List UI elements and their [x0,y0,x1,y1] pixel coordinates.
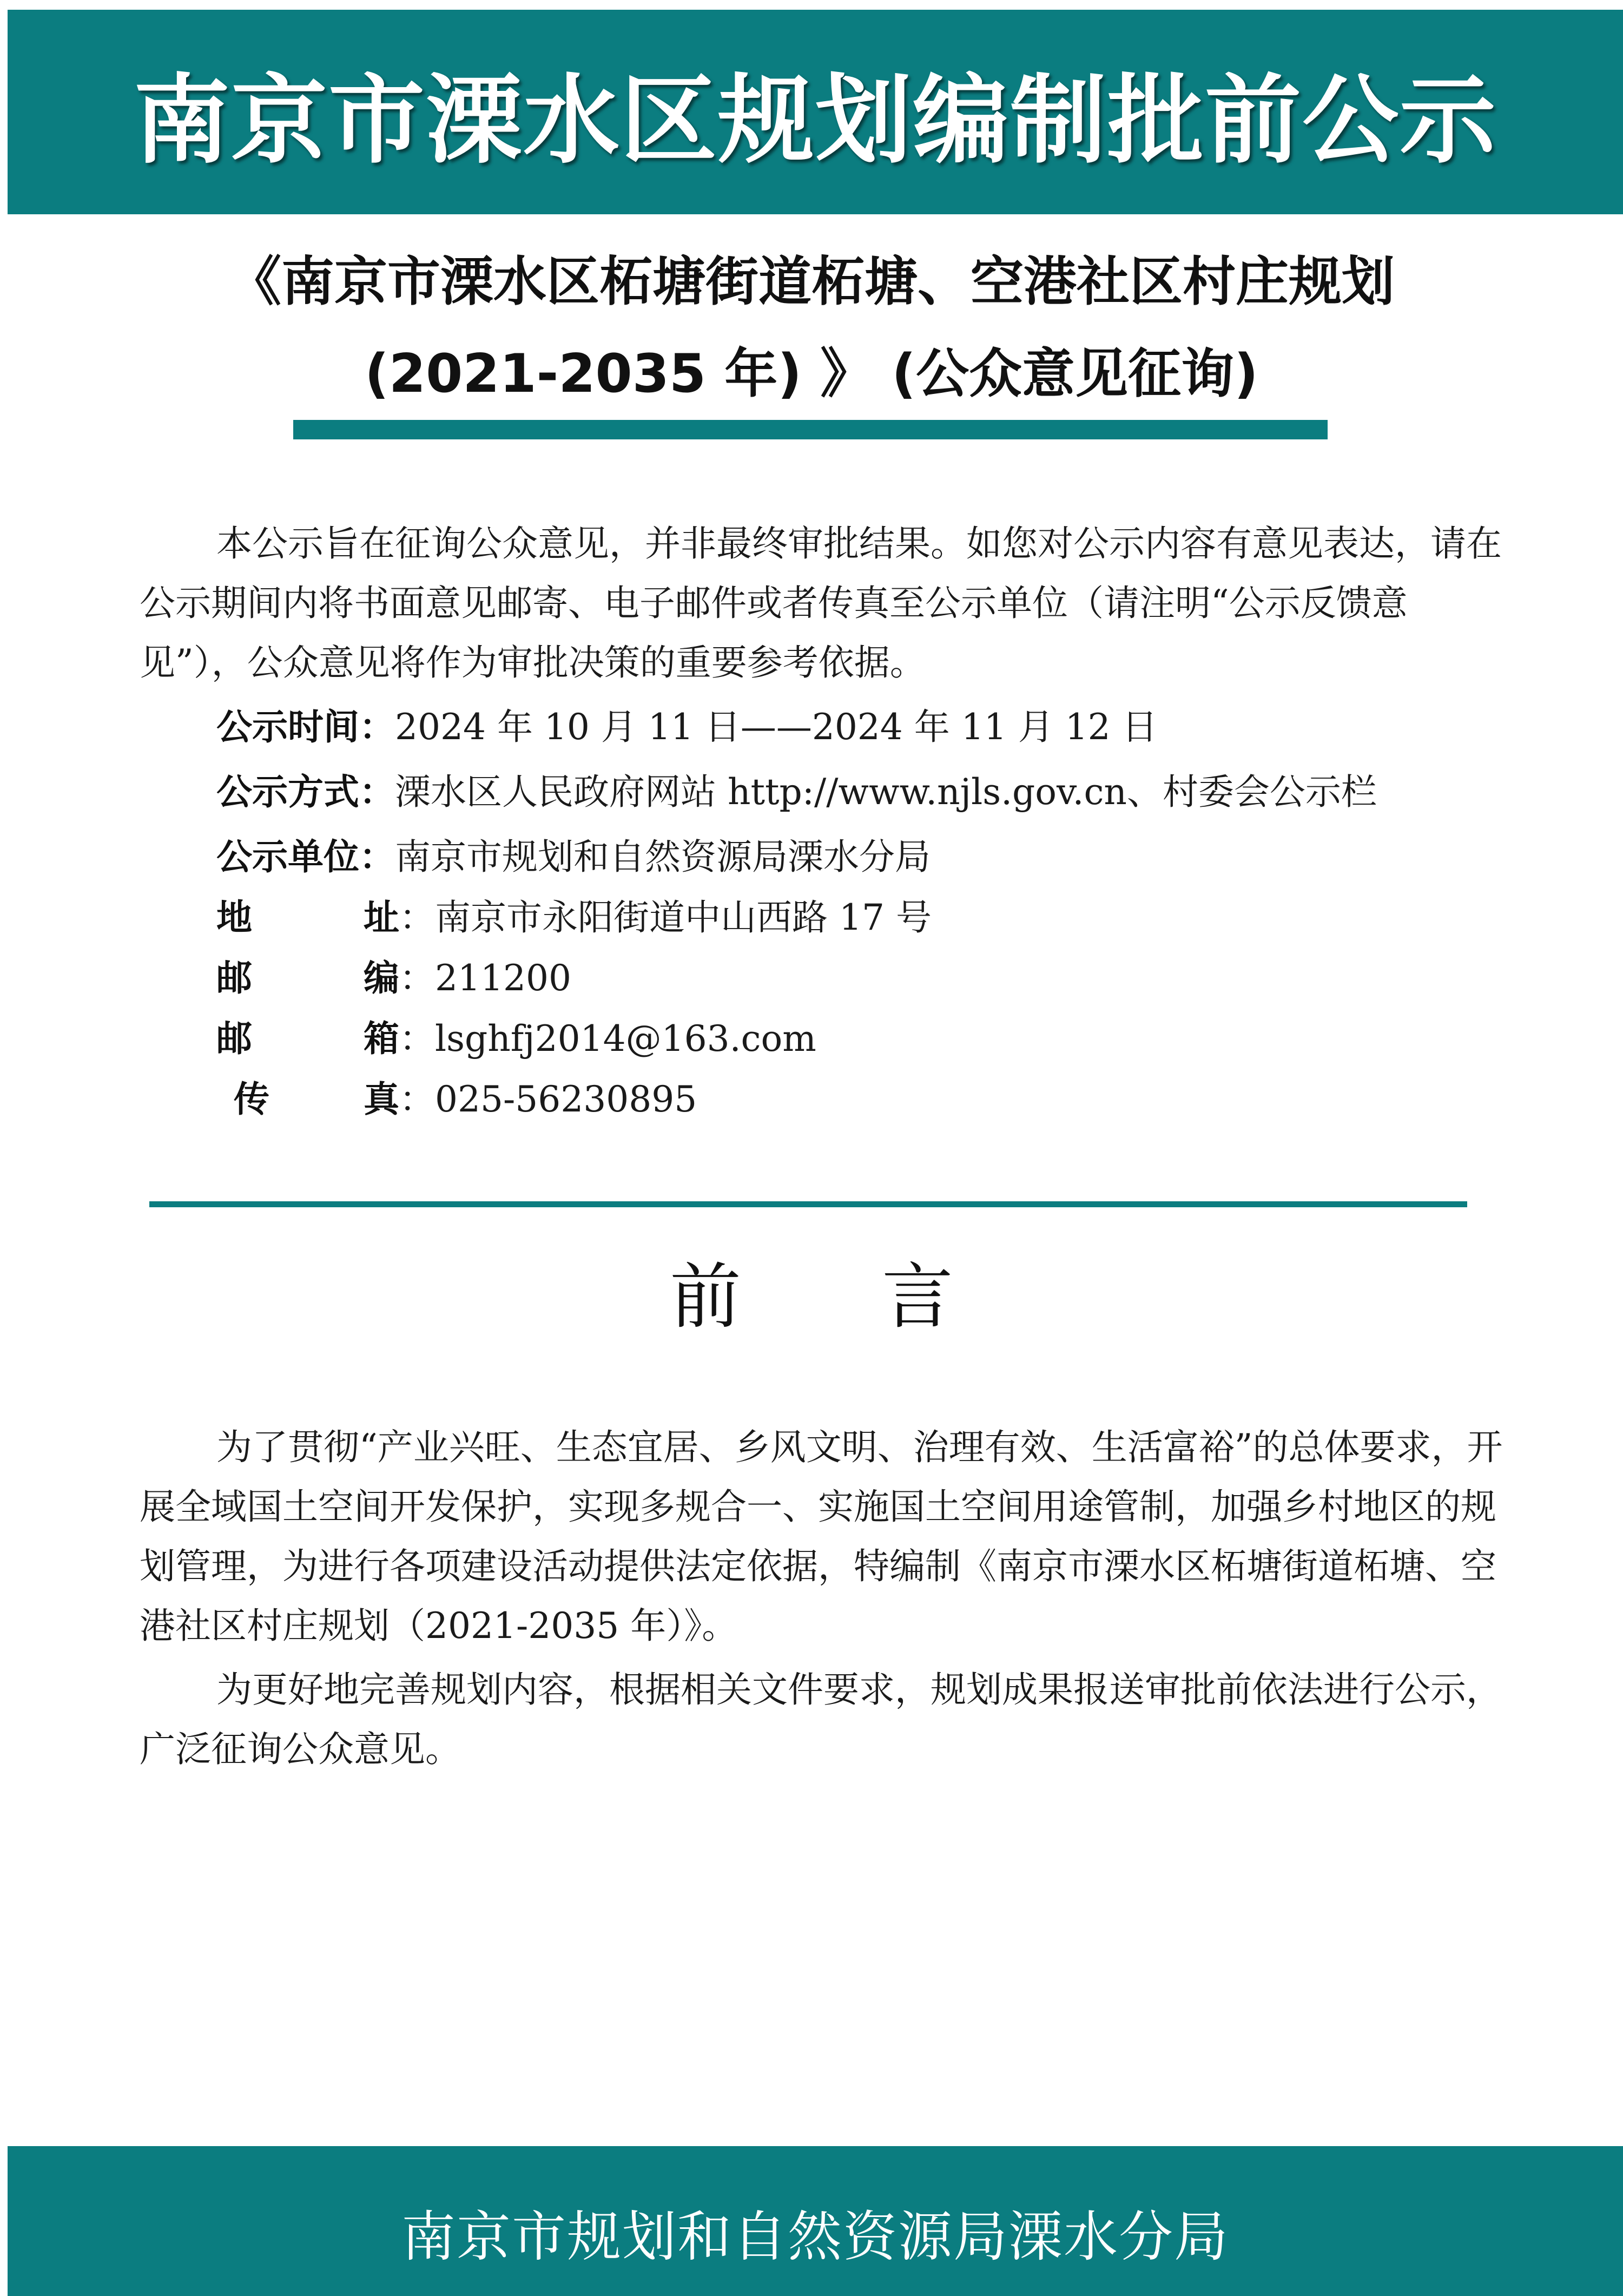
preface-heading-char1: 前 [670,1255,741,1339]
notice-unit-label: 公示单位： [216,836,395,878]
notice-method-value: 溧水区人民政府网站 http://www.njls.gov.cn、村委会公示栏 [395,771,1377,813]
page-title: 南京市溧水区规划编制批前公示 [134,64,1497,176]
email-value: ：lsghfj2014@163.com [399,1018,816,1060]
preface-heading-char2: 言 [882,1255,953,1339]
notice-time-value: 2024 年 10 月 11 日——2024 年 11 月 12 日 [395,706,1158,748]
preface-p2-text: 为更好地完善规划内容，根据相关文件要求，规划成果报送审批前依法进行公示，广泛征询公众意见。 [140,1669,1502,1770]
notice-method-label: 公示方式： [216,771,395,813]
section-divider [149,1201,1467,1207]
preface-paragraph-2 [140,1660,1503,1779]
notice-unit-value: 南京市规划和自然资源局溧水分局 [395,836,931,878]
postcode-value: ：211200 [399,957,571,999]
notice-time-label: 公示时间： [216,706,395,748]
document-subtitle-line2: (2021-2035 年) 》 (公众意见征询) [365,343,1258,405]
email-label: 邮 箱 [216,1018,399,1060]
intro-text: 本公示旨在征询公众意见，并非最终审批结果。如您对公示内容有意见表达，请在公示期间内将书面意见邮寄、电子邮件或者传真至公示单位（请注明“公示反馈意见”），公众意见将作为审批决策的重要参考依据。 [140,523,1502,683]
document-subtitle-line1: 《南京市溧水区柘塘街道柘塘、空港社区村庄规划 [228,251,1395,313]
preface-paragraph-1 [140,1418,1503,1656]
address-value: ：南京市永阳街道中山西路 17 号 [399,897,932,938]
postcode-label: 邮 编 [216,957,399,999]
preface-p1-text: 为了贯彻“产业兴旺、生态宜居、乡风文明、治理有效、生活富裕”的总体要求，开展全域国土空间开发保护，实现多规合一、实施国土空间用途管制，加强乡村地区的规划管理，为进行各项建设活动提供法定依据，特编制《南京市溧水区柘塘街道柘塘、空港社区村庄规划（2021-2035 年）》。 [140,1426,1503,1647]
notice-method-row [216,763,1377,814]
header-banner [8,10,1623,214]
intro-paragraph [140,514,1503,693]
notice-unit-row [216,828,931,879]
fax-value: ：025-56230895 [399,1078,697,1120]
preface-heading [0,1239,1623,1342]
title-divider [293,420,1328,439]
address-row [216,889,932,940]
fax-label: 传 真 [234,1078,399,1120]
fax-row [234,1070,697,1122]
email-row [216,1010,816,1061]
footer-banner [8,2146,1623,2296]
footer-issuer: 南京市规划和自然资源局溧水分局 [401,2205,1229,2268]
address-label: 地 址 [216,897,399,938]
postcode-row [216,949,571,1001]
notice-time-row [216,698,1158,749]
